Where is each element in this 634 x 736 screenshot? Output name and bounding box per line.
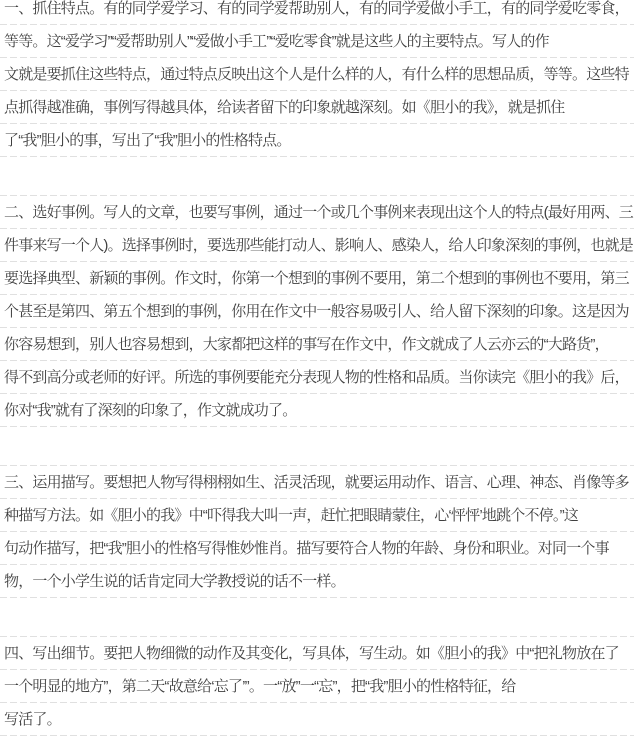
- paragraph-use-description: [0, 466, 634, 598]
- text-line: 你容易想到，别人也容易想到，大家都把这样的事写在作文中，作文就成了人云亦云的“大路货”，: [0, 328, 634, 361]
- text-line: 句动作描写，把“我”胆小的性格写得惟妙惟肖。描写要符合人物的年龄、身份和职业。对同一个事: [0, 532, 634, 565]
- text-line: 三、运用描写。要想把人物写得栩栩如生、活灵活现，就要运用动作、语言、心理、神态、肖像等多: [0, 466, 634, 499]
- paragraph-grab-traits: [0, 0, 634, 157]
- text-line: 物，一个小学生说的话肯定同大学教授说的话不一样。: [0, 565, 634, 598]
- paragraph-separator: [0, 598, 634, 637]
- text-line: 一、抓住特点。有的同学爱学习、有的同学爱帮助别人，有的同学爱做小手工，有的同学爱吃零食，: [0, 0, 634, 25]
- text-line: 你对“我”就有了深刻的印象了，作文就成功了。: [0, 394, 634, 427]
- text-line: 个甚至是第四、第五个想到的事例，你用在作文中一般容易吸引人、给人留下深刻的印象。这是因为: [0, 295, 634, 328]
- text-line: 等等。这“爱学习”“爱帮助别人”“爱做小手工”“爱吃零食”就是这些人的主要特点。写人的作: [0, 25, 634, 58]
- text-line: 件事来写一个人)。选择事例时，要选那些能打动人、影响人、感染人，给人印象深刻的事例，也就是: [0, 229, 634, 262]
- text-line: 文就是要抓住这些特点，通过特点反映出这个人是什么样的人，有什么样的思想品质，等等。这些特: [0, 58, 634, 91]
- text-line: 点抓得越准确，事例写得越具体，给读者留下的印象就越深刻。如《胆小的我》，就是抓住: [0, 91, 634, 124]
- paragraph-write-details: [0, 637, 634, 736]
- paragraph-choose-examples: [0, 196, 634, 427]
- text-line: 二、选好事例。写人的文章，也要写事例，通过一个或几个事例来表现出这个人的特点(最好用两、三: [0, 196, 634, 229]
- text-line: 写活了。: [0, 703, 634, 736]
- text-line: 四、写出细节。要把人物细微的动作及其变化，写具体，写生动。如《胆小的我》中“把礼物放在了: [0, 637, 634, 670]
- paragraph-separator: [0, 157, 634, 196]
- text-line: 得不到高分或老师的好评。所选的事例要能充分表现人物的性格和品质。当你读完《胆小的我》后，: [0, 361, 634, 394]
- text-line: 了“我”胆小的事，写出了“我”胆小的性格特点。: [0, 124, 634, 157]
- text-line: 要选择典型、新颖的事例。作文时，你第一个想到的事例不要用，第二个想到的事例也不要用，第三: [0, 262, 634, 295]
- text-line: 一个明显的地方”，第二天“故意给‘忘了’”。一“放”一“忘”，把“我”胆小的性格特征，给: [0, 670, 634, 703]
- paragraph-separator: [0, 427, 634, 466]
- text-line: 种描写方法。如《胆小的我》中“吓得我大叫一声，赶忙把眼睛蒙住，心‘怦怦’地跳个不停。”这: [0, 499, 634, 532]
